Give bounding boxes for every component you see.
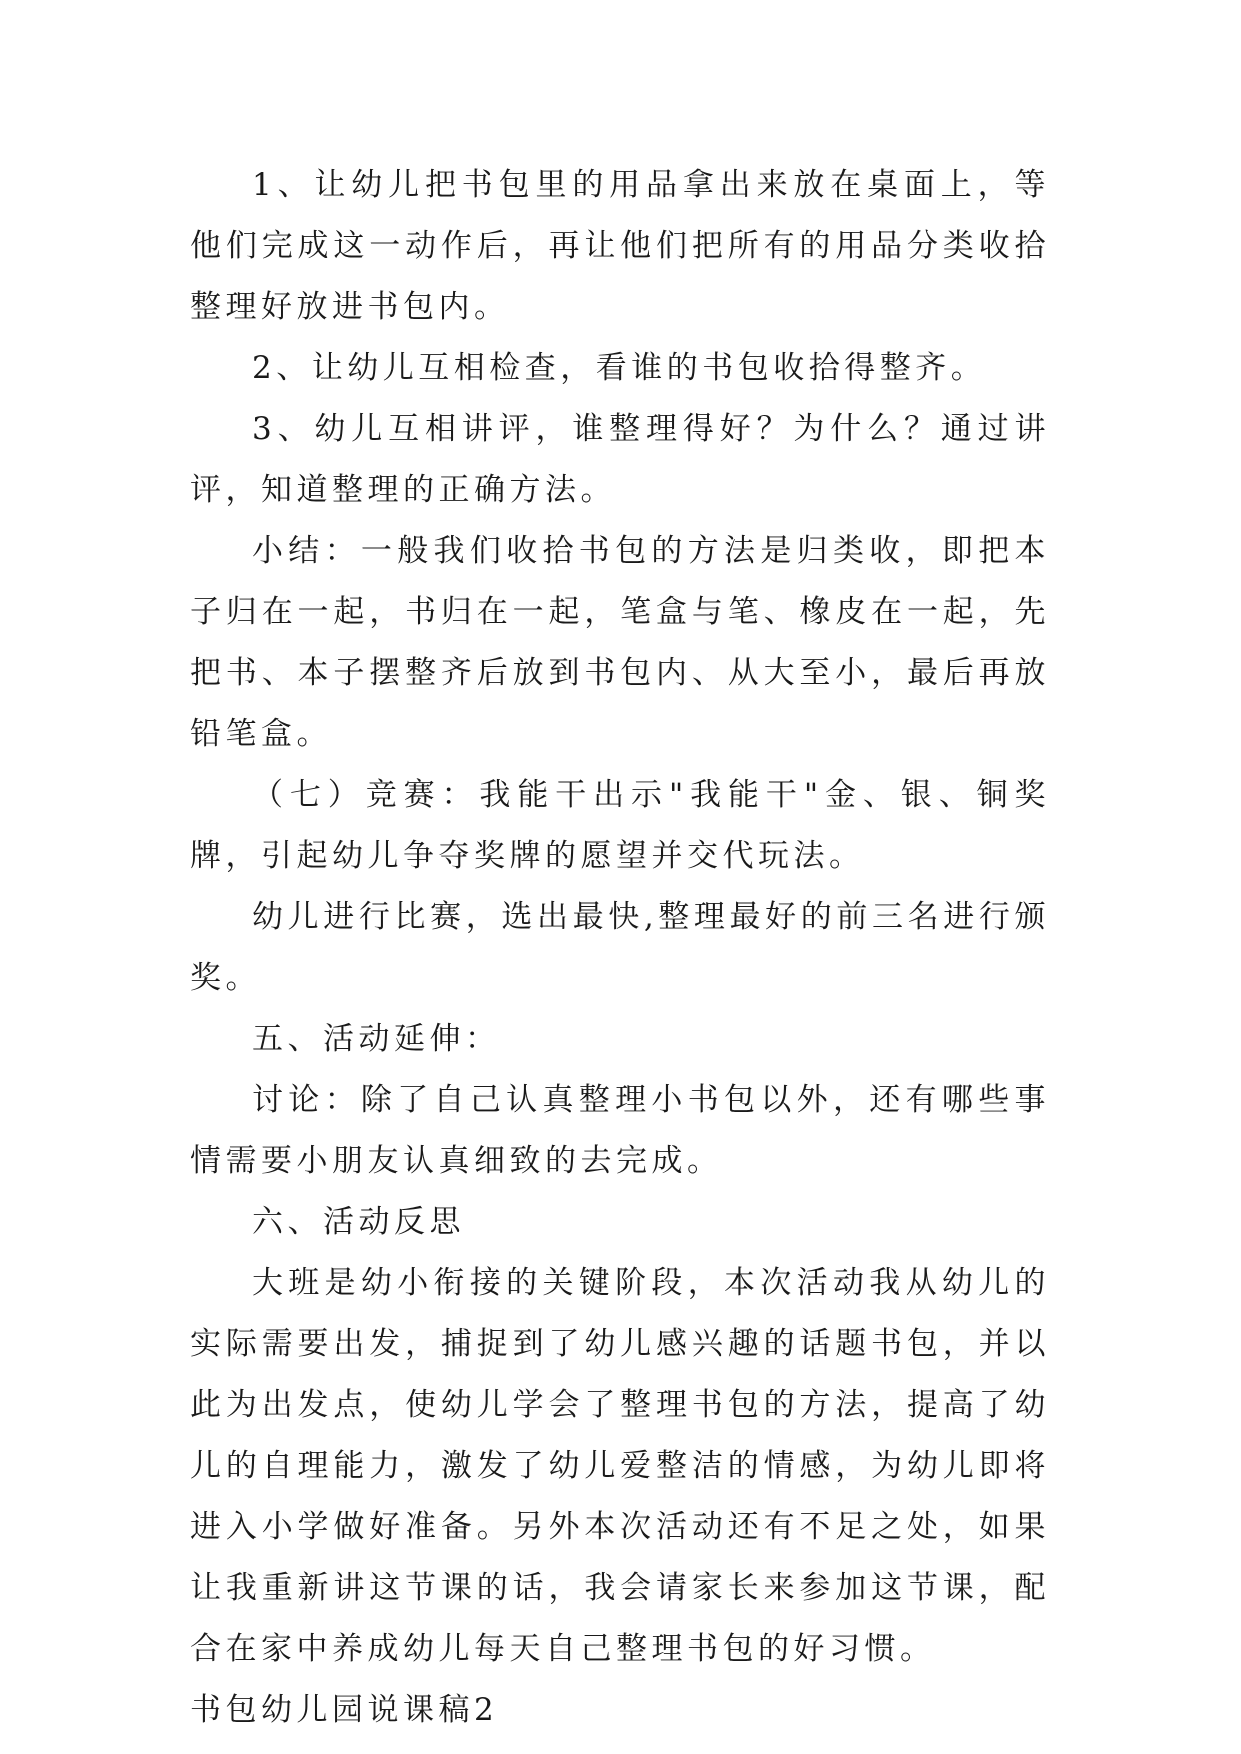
paragraph-step-2: 2、让幼儿互相检查，看谁的书包收拾得整齐。	[252, 350, 987, 386]
paragraph-step-1: 1、让幼儿把书包里的用品拿出来放在桌面上，等他们完成这一动作后，再让他们把所有的用品分类收拾整理好放进书包内。	[190, 167, 1050, 325]
section-heading-reflection: 六、活动反思	[252, 1204, 465, 1240]
paragraph-reflection: 大班是幼小衔接的关键阶段，本次活动我从幼儿的实际需要出发，捕捉到了幼儿感兴趣的话题书包，并以此为出发点，使幼儿学会了整理书包的方法，提高了幼儿的自理能力，激发了幼儿爱整洁的情感，为幼儿即将进入小学做好准备。另外本次活动还有不足之处，如果让我重新讲这节课的话，我会请家长来参加这节课，配合在家中养成幼儿每天自己整理书包的好习惯。	[190, 1265, 1050, 1667]
paragraph-step-3: 3、幼儿互相讲评，谁整理得好？为什么？通过讲评，知道整理的正确方法。	[190, 411, 1050, 508]
paragraph-summary: 小结：一般我们收拾书包的方法是归类收，即把本子归在一起，书归在一起，笔盒与笔、橡皮在一起，先把书、本子摆整齐后放到书包内、从大至小，最后再放铅笔盒。	[190, 533, 1050, 752]
document-body	[190, 155, 1050, 1741]
section-heading-extension: 五、活动延伸：	[252, 1021, 501, 1057]
next-document-heading: 书包幼儿园说课稿2	[190, 1692, 499, 1728]
paragraph-discussion: 讨论：除了自己认真整理小书包以外，还有哪些事情需要小朋友认真细致的去完成。	[190, 1082, 1050, 1179]
paragraph-competition-award: 幼儿进行比赛，选出最快,整理最好的前三名进行颁奖。	[190, 899, 1050, 996]
paragraph-competition: （七）竞赛：我能干出示"我能干"金、银、铜奖牌，引起幼儿争夺奖牌的愿望并交代玩法。	[190, 777, 1050, 874]
